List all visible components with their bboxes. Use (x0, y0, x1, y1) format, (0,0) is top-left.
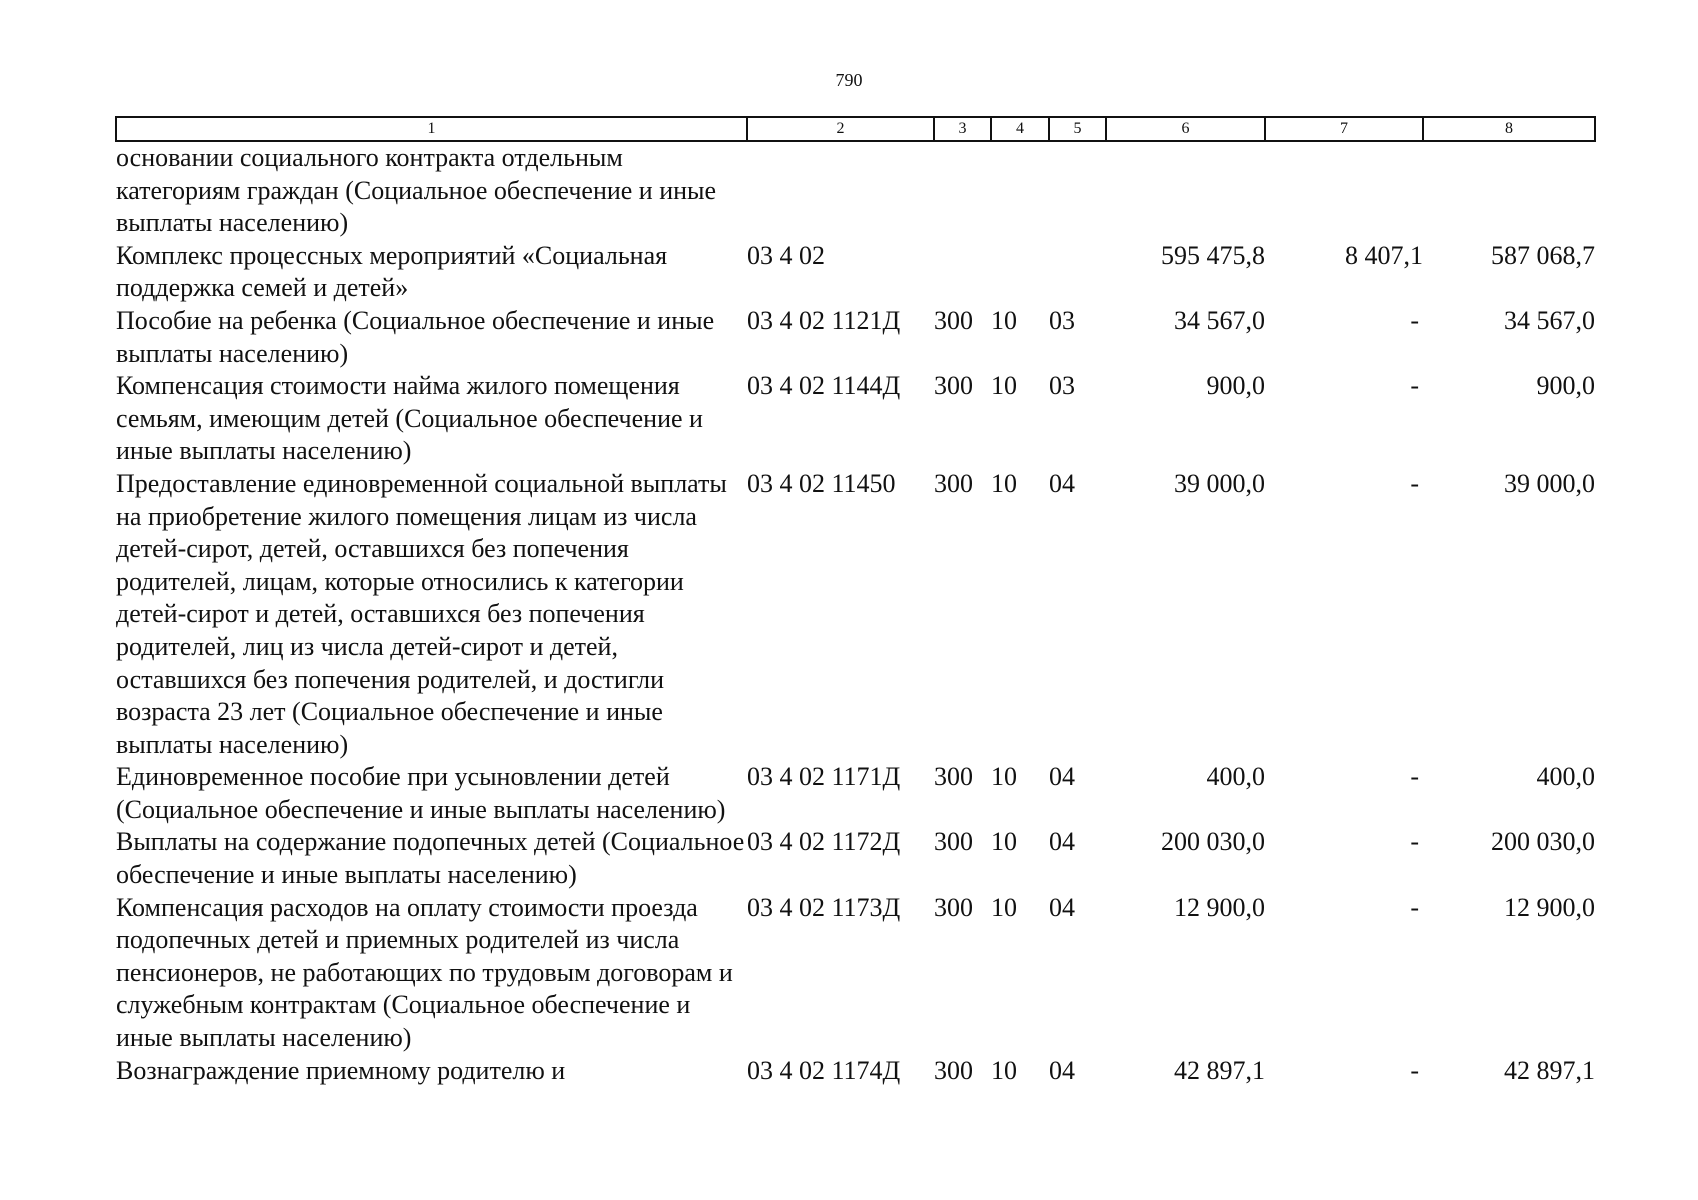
row-col4 (991, 240, 1049, 305)
row-name: Компенсация стоимости найма жилого помещения семьям, имеющим детей (Социальное обеспечение и иные выплаты населению) (116, 371, 703, 466)
row-col5 (1049, 141, 1106, 240)
row-code: 03 4 02 1144Д (747, 371, 901, 401)
row-col6: 200 030,0 (1161, 827, 1265, 857)
row-col6 (1106, 141, 1265, 240)
row-col5: 03 (1049, 305, 1075, 335)
row-col8: 200 030,0 (1491, 827, 1595, 857)
row-col3: 300 (934, 762, 973, 792)
table-row (116, 1055, 1595, 1088)
table-row (116, 305, 1595, 370)
row-col3: 300 (934, 468, 973, 498)
page-number: 790 (835, 70, 863, 90)
row-col4 (991, 141, 1049, 240)
row-col8: 39 000,0 (1504, 468, 1595, 498)
table-row (116, 826, 1595, 891)
row-col7: - (1410, 827, 1419, 857)
row-col7: - (1410, 1055, 1419, 1085)
row-col7: - (1410, 468, 1419, 498)
row-col7: - (1410, 892, 1419, 922)
row-code (747, 141, 934, 240)
row-code: 03 4 02 1173Д (747, 892, 901, 922)
table-row (116, 761, 1595, 826)
row-col5: 03 (1049, 371, 1075, 401)
row-col4: 10 (991, 468, 1017, 498)
table-row (116, 240, 1595, 305)
row-col7 (1265, 141, 1423, 240)
row-col4: 10 (991, 305, 1017, 335)
row-col4: 10 (991, 1055, 1017, 1085)
row-code: 03 4 02 1121Д (747, 305, 901, 335)
row-col5: 04 (1049, 1055, 1075, 1085)
row-name: Пособие на ребенка (Социальное обеспечение и иные выплаты населению) (116, 305, 715, 368)
row-col4: 10 (991, 762, 1017, 792)
row-col7: - (1410, 305, 1419, 335)
row-col8: 400,0 (1536, 762, 1595, 792)
row-col3: 300 (934, 371, 973, 401)
row-col8: 587 068,7 (1491, 240, 1595, 270)
row-col5: 04 (1049, 827, 1075, 857)
row-col6: 900,0 (1206, 371, 1265, 401)
col-header-4: 4 (991, 117, 1049, 141)
budget-table (115, 116, 1596, 1087)
row-col3: 300 (934, 892, 973, 922)
col-header-3: 3 (934, 117, 991, 141)
row-col5: 04 (1049, 762, 1075, 792)
row-col7: - (1410, 762, 1419, 792)
row-col3: 300 (934, 827, 973, 857)
row-col8: 42 897,1 (1504, 1055, 1595, 1085)
row-col3: 300 (934, 305, 973, 335)
row-col6: 39 000,0 (1174, 468, 1265, 498)
row-col3: 300 (934, 1055, 973, 1085)
row-col6: 595 475,8 (1161, 240, 1265, 270)
row-name: Единовременное пособие при усыновлении детей (Социальное обеспечение и иные выплаты населению) (116, 762, 726, 824)
row-name: Компенсация расходов на оплату стоимости проезда подопечных детей и приемных родителей из числа пенсионеров, не работающих по трудовым договорам и служебным контрактам (Социальное обеспечение и иные выплаты населению) (116, 892, 733, 1053)
row-col3 (934, 141, 991, 240)
row-name: Предоставление единовременной социальной выплаты на приобретение жилого помещения лицам из числа детей-сирот, детей, оставшихся без попечения родителей, лицам, которые относились к категории детей-сирот и детей, оставшихся без попечения родителей, лиц из числа детей-сирот и детей, оставшихся без попечения родителей, и достигли возраста 23 лет (Социальное обеспечение и иные выплаты населению) (116, 468, 727, 759)
row-col4: 10 (991, 371, 1017, 401)
row-code: 03 4 02 1174Д (747, 1055, 901, 1085)
col-header-1: 1 (116, 117, 747, 141)
row-col4: 10 (991, 827, 1017, 857)
row-col8 (1423, 141, 1595, 240)
row-col4: 10 (991, 892, 1017, 922)
row-col8: 12 900,0 (1504, 892, 1595, 922)
row-col6: 42 897,1 (1174, 1055, 1265, 1085)
row-col5: 04 (1049, 892, 1075, 922)
row-name: основании социального контракта отдельным категориям граждан (Социальное обеспечение и иные выплаты населению) (116, 143, 717, 238)
row-name: Выплаты на содержание подопечных детей (Социальное обеспечение и иные выплаты населению) (116, 827, 745, 890)
row-code: 03 4 02 1172Д (747, 827, 901, 857)
row-col6: 400,0 (1206, 762, 1265, 792)
header-row (116, 117, 1595, 141)
row-col8: 34 567,0 (1504, 305, 1595, 335)
row-col6: 34 567,0 (1174, 305, 1265, 335)
col-header-5: 5 (1049, 117, 1106, 141)
col-header-7: 7 (1265, 117, 1423, 141)
col-header-6: 6 (1106, 117, 1265, 141)
row-col5 (1049, 240, 1106, 305)
col-header-2: 2 (747, 117, 934, 141)
row-col5: 04 (1049, 468, 1075, 498)
row-col8: 900,0 (1536, 371, 1595, 401)
table-row (116, 468, 1595, 761)
row-name: Вознаграждение приемному родителю и (116, 1055, 566, 1085)
row-code: 03 4 02 11450 (747, 468, 896, 498)
table-row (116, 141, 1595, 240)
col-header-8: 8 (1423, 117, 1595, 141)
table-row (116, 370, 1595, 468)
row-name: Комплекс процессных мероприятий «Социальная поддержка семей и детей» (116, 240, 668, 303)
row-code: 03 4 02 (747, 240, 825, 270)
row-col7: - (1410, 371, 1419, 401)
row-code: 03 4 02 1171Д (747, 762, 901, 792)
row-col3 (934, 240, 991, 305)
row-col7: 8 407,1 (1345, 240, 1423, 270)
row-col6: 12 900,0 (1174, 892, 1265, 922)
table-row (116, 892, 1595, 1055)
